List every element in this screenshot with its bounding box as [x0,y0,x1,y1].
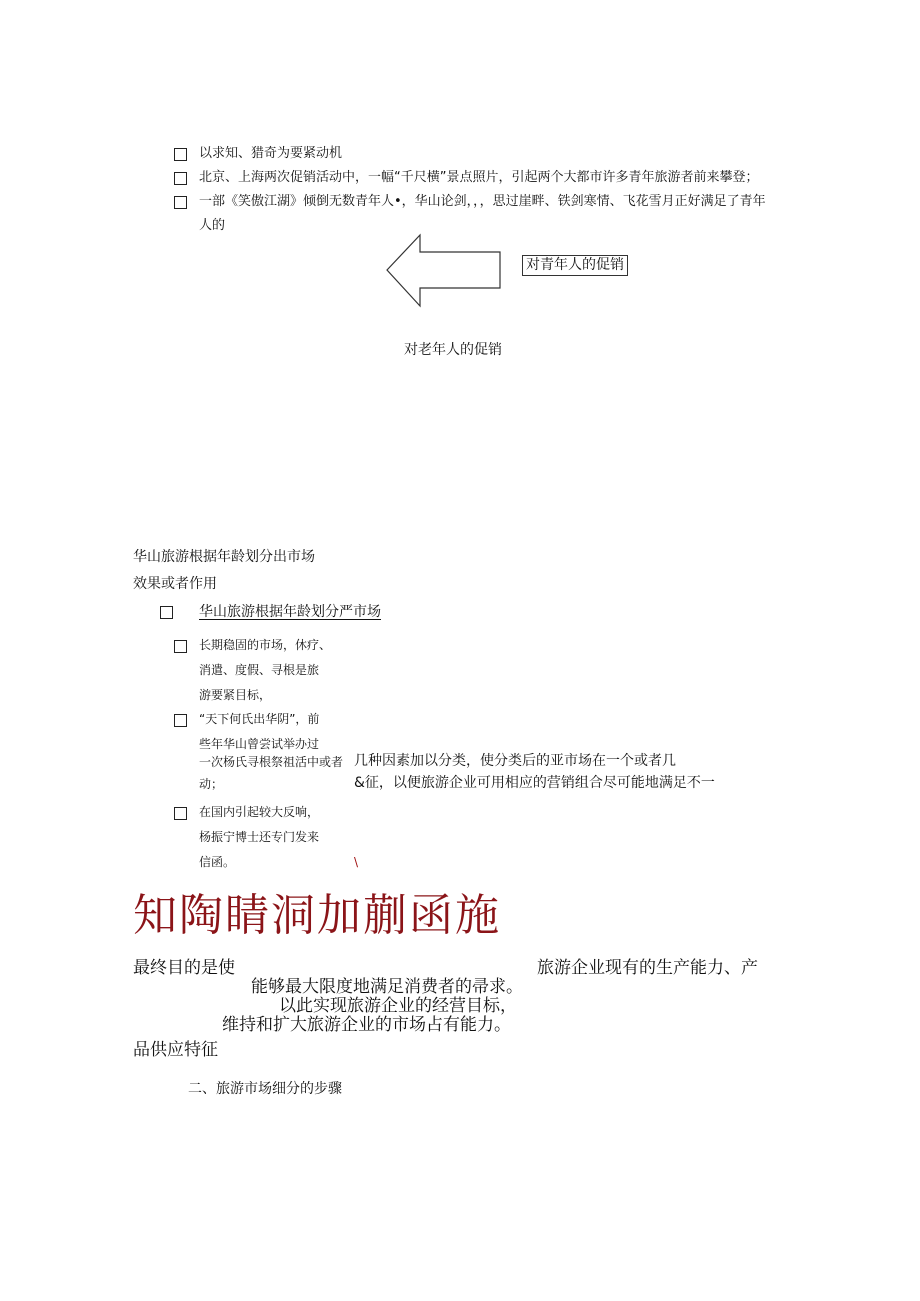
left-col-line: 杨振宁博士还专门发来 [199,830,320,844]
para-line: 旅游企业现有的生产能力、产 [537,958,758,978]
big-title: 知陶睛洞加蒯函施 [133,890,501,941]
elder-promo-label: 对老年人的促销 [404,342,502,358]
list-item-promo-photo: 北京、上海两次促销活动中，一幅“千尺横”景点照片，引起两个大都市许多青年旅游者前来攀登； [199,170,759,185]
checkbox-icon [174,807,187,820]
section-heading: 华山旅游根据年龄划分出市场 [133,549,315,565]
left-col-line: 在国内引起较大反响， [199,805,320,819]
para-line: 维持和扩大旅游企业的市场占有能力。 [222,1015,511,1035]
left-col-line: 长期稳固的市场，休疗、 [199,638,332,652]
left-col-line: 些年华山曾尝试举办过 [199,737,320,751]
step-heading: 二、旅游市场细分的步骤 [188,1081,342,1097]
left-col-line: 消遣、度假、寻根是旅 [199,663,320,677]
list-item-motive: 以求知、猎奇为要紧动机 [199,146,343,161]
left-arrow-icon [384,232,506,312]
checkbox-icon [174,196,187,209]
checkbox-icon [174,172,187,185]
right-col-line: &征，以便旅游企业可用相应的营销组合尽可能地满足不一 [354,775,715,791]
right-col-line: 几种因素加以分类，使分类后的亚市场在一个或者几 [354,753,676,769]
stray-slash: \ [354,855,359,869]
age-segment-heading: 华山旅游根据年龄划分严市场 [199,604,381,620]
list-item-xiaoao: 一部《笑傲江湖》倾倒无数青年人•，华山论剑，，，思过崖畔、铁剑寒情、飞花雪月正好满足了青年 [199,194,766,209]
para-line: 品供应特征 [133,1040,218,1060]
left-col-line: 游要紧目标， [199,688,272,702]
para-line: 以此实现旅游企业的经营目标， [279,996,517,1016]
left-col-line: “天下何氏出华阴”，前 [199,712,320,726]
left-col-line: 一次杨氏寻根祭祖活中或者 [199,755,344,769]
checkbox-icon [174,640,187,653]
para-line: 能够最大限度地满足消费者的帚求。 [251,977,523,997]
left-col-line: 动； [199,777,224,791]
checkbox-icon [160,606,173,619]
section-subheading: 效果或者作用 [133,576,217,592]
youth-promo-label: 对青年人的促销 [522,255,628,276]
checkbox-icon [174,714,187,727]
para-line: 最终目的是使 [133,958,235,978]
left-col-line: 信函。 [199,855,236,869]
list-item-xiaoao-cont: 人的 [199,218,226,233]
checkbox-icon [174,148,187,161]
